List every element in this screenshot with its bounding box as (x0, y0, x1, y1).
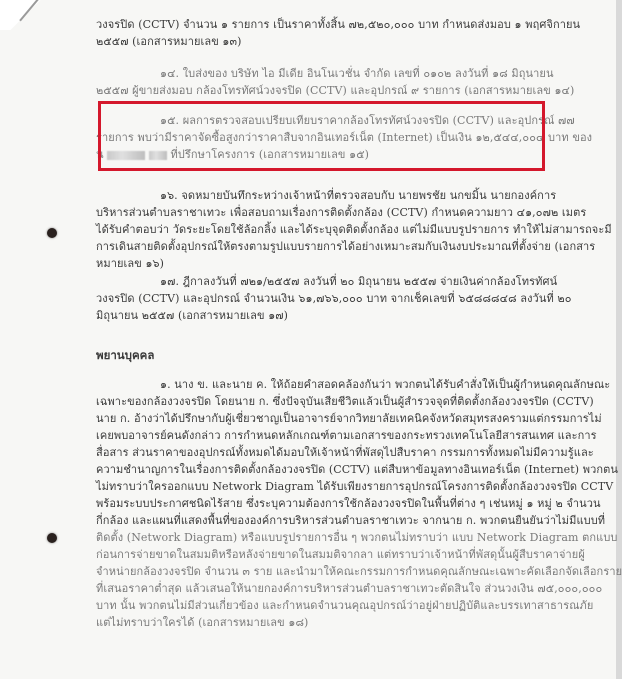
paragraph-15-line-1: ๑๕. ผลการตรวจสอบเปรียบเทียบราคากล้องโทรทัศน์วงจรปิด (CCTV) และอุปกรณ์ ๗๗ (160, 114, 575, 127)
witness-line-2: เฉพาะของกล้องวงจรปิด โดยนาย ก. ซึ่งปัจจุบันเสียชีวิตแล้วเป็นผู้สำรวจจุดที่ติดตั้งกล้องวงจรปิด (CCTV) (96, 395, 594, 408)
paragraph-17-line-2: วงจรปิด (CCTV) และอุปกรณ์ จำนวนเงิน ๖๑,๗๖๖,๐๐๐ บาท จากเช็คเลขที่ ๖๕๘๘๘๔๘ ลงวันที่ ๒๐ (96, 292, 572, 305)
witness-line-7: ไม่ทราบว่าใครออกแบบ Network Diagram ได้รับเพียงรายการอุปกรณ์โครงการติดตั้งกล้องวงจรปิด CCTV (96, 480, 614, 493)
witness-line-15: แต่ไม่ทราบว่าใครได้ (เอกสารหมายเลข ๑๘) (96, 616, 309, 629)
witness-line-10: ติดตั้ง (Network Diagram) หรือแบบรูปรายการอื่น ๆ พวกตนไม่ทราบว่า แบบ Network Diagram ตกแบบ (96, 531, 618, 544)
witness-line-12: จำหน่ายกล้องวงจรปิด จำนวน ๓ ราย และนำมาให้คณะกรรมการกำหนดคุณลักษณะเฉพาะคัดเลือกจัดเลือกราย (96, 565, 622, 578)
paragraph-13-line-1: วงจรปิด (CCTV) จำนวน ๑ รายการ เป็นราคาทั้งสิ้น ๗๒,๕๒๐,๐๐๐ บาท กำหนดส่งมอบ ๑ พฤศจิกายน (96, 18, 581, 31)
paragraph-17-line-3: มิถุนายน ๒๕๕๗ (เอกสารหมายเลข ๑๗) (96, 309, 289, 322)
paragraph-15-line-2: รายการ พบว่ามีราคาจัดซื้อสูงกว่าราคาสืบจากอินเทอร์เน็ต (Internet) เป็นเงิน ๑๒,๕๔๔,๐๐๔ บาท ของ (96, 131, 593, 144)
witness-line-4: เคยพบอาจารย์คนดังกล่าว การกำหนดหลักเกณฑ์ตามเอกสารของกระทรวงเทคโนโลยีสารสนเทศ และการ (96, 429, 597, 442)
paragraph-15-line-3-end: ที่ปรึกษาโครงการ (เอกสารหมายเลข ๑๕) (170, 148, 370, 161)
witness-paragraph (96, 376, 622, 631)
witness-line-1: ๑. นาง ข. และนาย ค. ให้ถ้อยคำสอดคล้องกันว่า พวกตนได้รับคำสั่งให้เป็นผู้กำหนดคุณลักษณะ (160, 378, 611, 391)
paragraph-16-line-1: ๑๖. จดหมายบันทึกระหว่างเจ้าหน้าที่ตรวจสอบกับ นายพรชัย นกขมิ้น นายกองค์การ (160, 189, 557, 202)
witness-line-9: กี่กล้อง และแผนที่แสดงพื้นที่ขององค์การบริหารส่วนตำบลราชาเทวะ จากนาย ก. พวกตนยืนยันว่าไม่มีแบบที่ (96, 514, 606, 527)
witness-line-3: นาย ก. อ้างว่าได้ปรึกษากับผู้เชี่ยวชาญเป็นอาจารย์จากวิทยาลัยเทคนิคจังหวัดสมุทรสงครามแต่กรรมการไม่ (96, 412, 602, 425)
paragraph-16 (96, 187, 612, 272)
paragraph-17-line-1: ๑๗. ฎีกาลงวันที่ ๗๒๑/๒๕๕๗ ลงวันที่ ๒๐ มิถุนายน ๒๕๕๗ จ่ายเงินค่ากล้องโทรทัศน์ (160, 275, 558, 288)
paragraph-14 (96, 65, 575, 99)
paragraph-14-line-2: ๒๕๕๗ ผู้ขายส่งมอบ กล้องโทรทัศน์วงจรปิด (CCTV) และอุปกรณ์ ๙ รายการ (เอกสารหมายเลข ๑๔) (96, 84, 575, 97)
paragraph-13-line-2: ๒๕๕๗ (เอกสารหมายเลข ๑๓) (96, 35, 242, 48)
witness-line-14: บาท นั้น พวกตนไม่มีส่วนเกี่ยวข้อง และกำหนดจำนวนคุณอุปกรณ์ว่าอยู่ฝ่ายปฏิบัติและบรรเทาสาธารณภัย (96, 599, 594, 612)
witness-line-6: ความชำนาญการในเรื่องการติดตั้งกล้องวงจรปิด (CCTV) แต่สืบหาข้อมูลทางอินเทอร์เน็ต (Internet) พวกตน (96, 463, 619, 476)
paragraph-15-line-3-start: น (96, 148, 104, 161)
witness-heading: พยานบุคคล (96, 348, 155, 362)
punch-hole-lower (47, 533, 57, 543)
paragraph-17 (96, 273, 572, 324)
paragraph-16-line-5: หมายเลข ๑๖) (96, 257, 164, 270)
paragraph-13 (96, 16, 581, 50)
paragraph-16-line-4: การเดินสายติดตั้งอุปกรณ์ให้ตรงตามรูปแบบรายการได้อย่างเหมาะสมกับเงินงบประมาณที่ตั้งจ่าย (เอกสาร (96, 240, 596, 253)
witness-line-8: พร้อมระบบประกาศชนิดไร้สาย ซึ่งระบุความต้องการใช้กล้องวงจรปิดในพื้นที่ต่าง ๆ เช่นหมู่ ๑ หมู่ ๒ จำนวน (96, 497, 601, 510)
red-highlight-box (98, 101, 545, 171)
witness-line-11: ก่อนการจ่ายขาดในสมมติหรือหลังจ่ายขาดในสมมติจากลา แต่ทราบว่าเจ้าหน้าที่พัสดุนั้นผู้สืบราคาจ่ายผู้ (96, 548, 585, 561)
paragraph-16-line-3: ได้รับคำตอบว่า วัดระยะโดยใช้ล้อกลิ้ง และได้ระบุจุดติดตั้งกล้อง แต่ไม่มีแบบรูปรายการ ทำให้ไม่สามารถจะมี (96, 223, 612, 236)
witness-line-13: ที่เสนอราคาต่ำสุด แล้วเสนอให้นายกองค์การบริหารส่วนตำบลราชาเทวะตัดสินใจ ส่วนวงเงิน ๗๕,๐๐๐,๐๐๐ (96, 582, 603, 595)
witness-line-5: สื่อสาร ส่วนราคาของอุปกรณ์ทั้งหมดได้มอบให้เจ้าหน้าที่พัสดุไปสืบราคา กรรมการทั้งหมดไม่มีความรู้และ (96, 446, 594, 459)
punch-hole-upper (47, 228, 57, 238)
paragraph-14-line-1: ๑๔. ใบส่งของ บริษัท ไอ มีเดีย อินโนเวชั่น จำกัด เลขที่ ๐๑๐๒ ลงวันที่ ๑๘ มิถุนายน (160, 67, 554, 80)
paragraph-16-line-2: บริหารส่วนตำบลราชาเทวะ เพื่อสอบถามเรื่องการติดตั้งกล้อง (CCTV) กำหนดความยาว ๔๑,๐๗๒ เมตร (96, 206, 587, 219)
